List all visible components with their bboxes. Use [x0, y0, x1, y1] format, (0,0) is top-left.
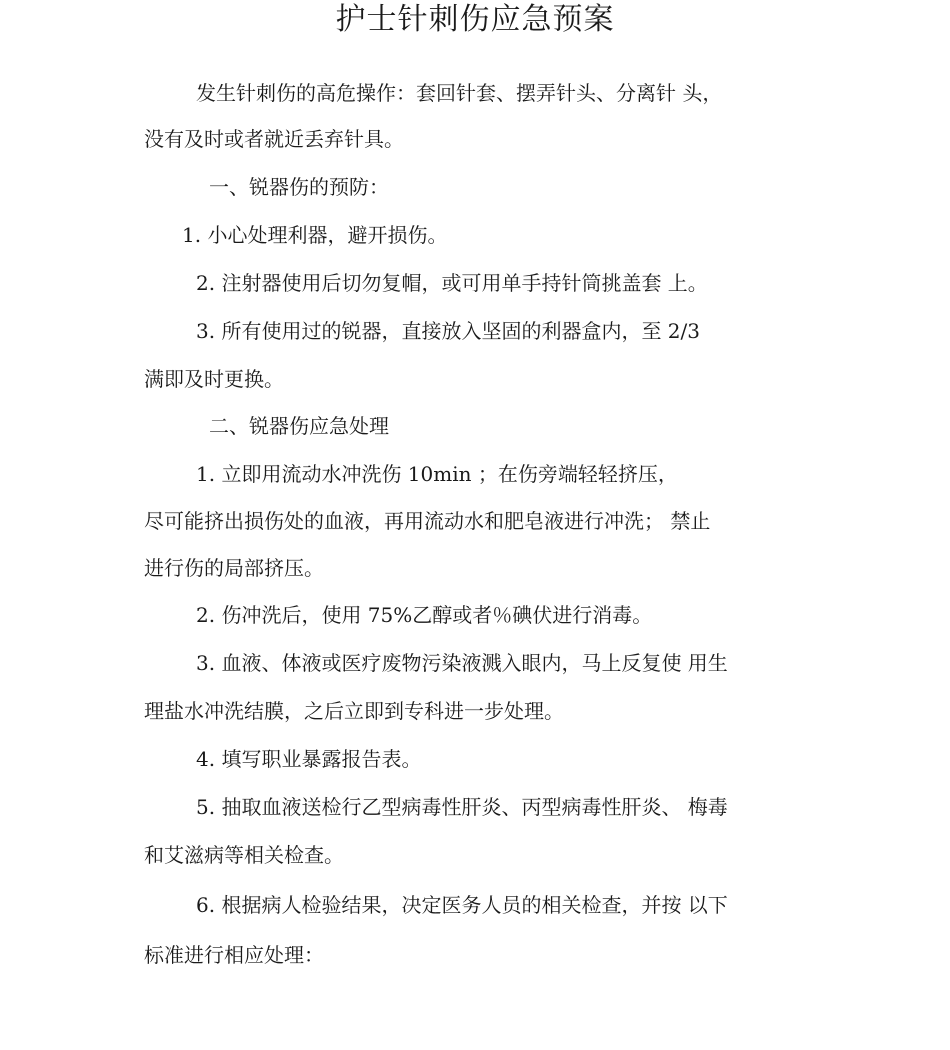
- section-1-heading: 一、锐器伤的预防：: [209, 175, 389, 199]
- section-1-item-1: 1. 小心处理利器，避开损伤。: [182, 223, 448, 247]
- section-2-item-1-line-3: 进行伤的局部挤压。: [144, 556, 324, 580]
- section-2-item-5-line-1: 5. 抽取血液送检行乙型病毒性肝炎、丙型病毒性肝炎、 梅毒: [196, 795, 728, 819]
- section-2-item-6-line-2: 标准进行相应处理：: [144, 943, 324, 967]
- section-2-item-2: 2. 伤冲洗后，使用 75%乙醇或者％碘伏进行消毒。: [196, 603, 653, 627]
- section-2-heading: 二、锐器伤应急处理: [209, 414, 389, 438]
- section-1-item-3-line-2: 满即及时更换。: [144, 367, 284, 391]
- section-2-item-3-line-2: 理盐水冲洗结膜，之后立即到专科进一步处理。: [144, 699, 564, 723]
- section-2-item-6-line-1: 6. 根据病人检验结果，决定医务人员的相关检查，并按 以下: [196, 893, 728, 917]
- section-2-item-1-line-2: 尽可能挤出损伤处的血液，再用流动水和肥皂液进行冲洗； 禁止: [144, 509, 711, 533]
- intro-line-2: 没有及时或者就近丢弃针具。: [144, 127, 404, 151]
- section-1-item-3-line-1: 3. 所有使用过的锐器，直接放入坚固的利器盒内，至 2/3: [196, 319, 700, 343]
- document-title: 护士针刺伤应急预案: [335, 2, 615, 37]
- intro-line-1: 发生针刺伤的高危操作：套回针套、摆弄针头、分离针 头，: [196, 81, 723, 105]
- section-2-item-5-line-2: 和艾滋病等相关检查。: [144, 843, 344, 867]
- section-2-item-1-line-1: 1. 立即用流动水冲洗伤 10min ；在伤旁端轻轻挤压，: [196, 462, 678, 486]
- section-1-item-2: 2. 注射器使用后切勿复帽，或可用单手持针筒挑盖套 上。: [196, 271, 708, 295]
- section-2-item-3-line-1: 3. 血液、体液或医疗废物污染液溅入眼内，马上反复使 用生: [196, 651, 728, 675]
- section-2-item-4: 4. 填写职业暴露报告表。: [196, 747, 422, 771]
